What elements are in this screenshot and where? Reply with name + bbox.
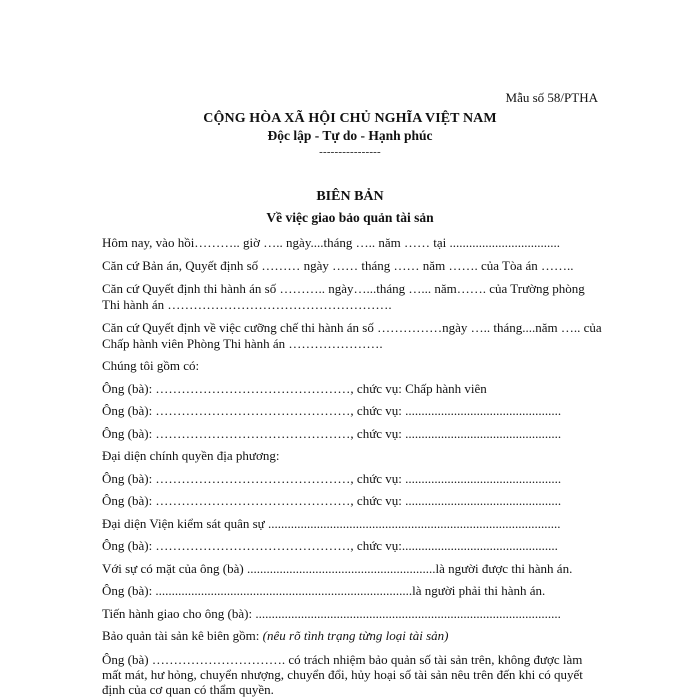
line-local-rep-1: Ông (bà): ………………………………………, chức vụ: ................................................ xyxy=(102,470,562,486)
form-number: Mẫu số 58/PTHA xyxy=(505,90,598,105)
line-custodian-responsibility: Ông (bà) …………………………. có trách nhiệm bảo quản số tài sản trên, không được làm mất mát, hư hỏng, chuyển nhượng, chuyển đổi, hủy hoại số tài sản nêu trên đến khi có quyết định của cơ quan có thẩm quyền. xyxy=(102,651,583,697)
line-judgment-debtor: Ông (bà): ...............................................................................là người phải thi hành án. xyxy=(102,583,546,598)
line-participant-1: Ông (bà): ………………………………………, chức vụ: Chấp hành viên xyxy=(102,380,487,396)
document-subtitle: Về việc giao bảo quản tài sản xyxy=(266,210,434,225)
line-judgment-creditor: Với sự có mặt của ông (bà) ..........................................................là người được thi hành án. xyxy=(102,560,573,576)
line-coercion-decision: Căn cứ Quyết định về việc cưỡng chế thi hành án số ……………ngày ….. tháng....năm ….. của Chấp hành viên Phòng Thi hành án …………………. xyxy=(102,320,602,351)
national-title: CỘNG HÒA XÃ HỘI CHỦ NGHĨA VIỆT NAM xyxy=(203,111,497,126)
line-procuracy-rep: Ông (bà): ………………………………………, chức vụ:................................................ xyxy=(102,538,558,553)
document-body xyxy=(102,232,602,697)
asset-list-note: (nêu rõ tình trạng từng loại tài sản) xyxy=(262,628,449,643)
line-asset-list xyxy=(102,625,602,648)
document-title: BIÊN BẢN xyxy=(316,189,384,204)
line-procuracy-heading: Đại diện Viện kiểm sát quân sự .......................................................................................... xyxy=(102,515,561,531)
line-local-rep-2: Ông (bà): ………………………………………, chức vụ: ................................................ xyxy=(102,493,562,508)
line-participants-heading: Chúng tôi gồm có: xyxy=(102,358,200,373)
line-local-government-heading: Đại diện chính quyền địa phương: xyxy=(102,448,280,463)
line-participant-3: Ông (bà): ………………………………………, chức vụ: ................................................ xyxy=(102,425,562,441)
line-participant-2: Ông (bà): ………………………………………, chức vụ: ................................................ xyxy=(102,403,562,418)
header-separator: ---------------- xyxy=(319,146,381,158)
line-handover-to: Tiến hành giao cho ông (bà): .............................................................................................. xyxy=(102,605,561,621)
national-motto: Độc lập - Tự do - Hạnh phúc xyxy=(267,128,433,143)
line-date-place: Hôm nay, vào hồi……….. giờ ….. ngày....tháng ….. năm …… tại .................................. xyxy=(102,235,560,250)
line-judgment-basis: Căn cứ Bản án, Quyết định số ……… ngày …… tháng …… năm ……. của Tòa án …….. xyxy=(102,257,574,273)
asset-list-label: Bảo quản tài sản kê biên gồm: xyxy=(102,628,263,643)
line-enforcement-decision: Căn cứ Quyết định thi hành án số ……….. ngày…...tháng …... năm……. của Trường phòng Thi hành án ……………………………………………. xyxy=(102,281,585,312)
